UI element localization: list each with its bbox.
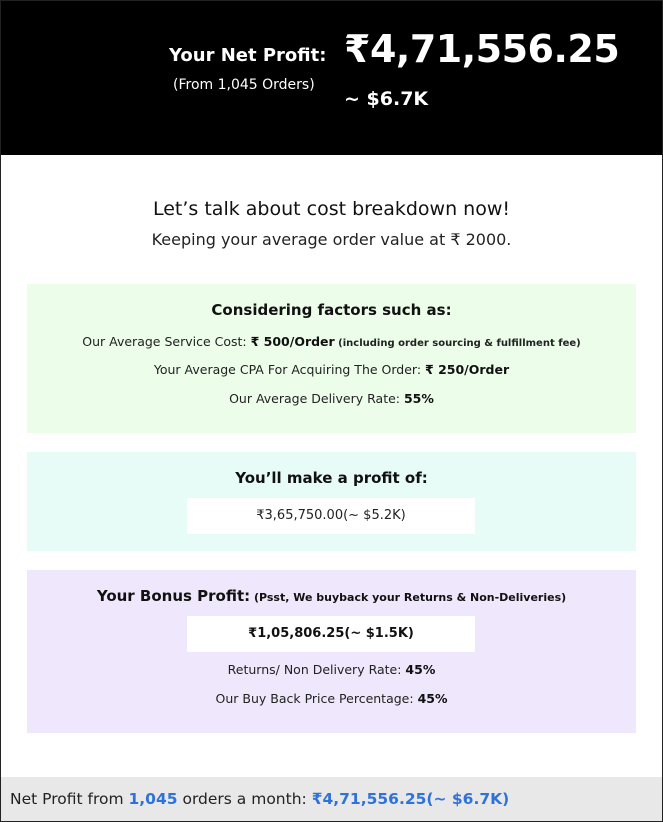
buyback-value: 45% xyxy=(417,691,448,706)
orders-count-note: (From 1,045 Orders) xyxy=(173,77,315,93)
summary-prefix: Net Profit from xyxy=(10,790,129,808)
delivery-rate-value: 55% xyxy=(403,391,434,406)
net-profit-label: Your Net Profit: xyxy=(169,45,327,66)
cpa-label: Your Average CPA For Acquiring The Order: xyxy=(153,362,426,377)
service-cost-line xyxy=(27,334,636,349)
bonus-panel xyxy=(27,570,636,733)
delivery-rate-label: Our Average Delivery Rate: xyxy=(229,391,404,406)
net-profit-usd: ~ $6.7K xyxy=(344,88,429,110)
service-cost-label: Our Average Service Cost: xyxy=(82,334,251,349)
bonus-title: Your Bonus Profit: xyxy=(96,587,251,605)
returns-rate-line xyxy=(27,662,636,677)
delivery-rate-line xyxy=(27,391,636,406)
buyback-line xyxy=(27,691,636,706)
returns-rate-label: Returns/ Non Delivery Rate: xyxy=(227,662,406,677)
profit-panel xyxy=(27,452,636,551)
summary-total: ₹4,71,556.25(~ $6.7K) xyxy=(311,790,510,808)
net-profit-summary-bar xyxy=(1,777,662,821)
service-cost-note: (including order sourcing & fulfillment fee) xyxy=(334,338,581,349)
net-profit-amount: ₹4,71,556.25 xyxy=(344,27,620,71)
factors-title: Considering factors such as: xyxy=(211,301,452,319)
profit-title: You’ll make a profit of: xyxy=(235,469,428,487)
returns-rate-value: 45% xyxy=(405,662,436,677)
section-heading: Let’s talk about cost breakdown now! xyxy=(152,198,511,220)
buyback-label: Our Buy Back Price Percentage: xyxy=(215,691,418,706)
summary-middle: orders a month: xyxy=(177,790,312,808)
bonus-value-box: ₹1,05,806.25(~ $1.5K) xyxy=(187,616,475,652)
profit-value-box: ₹3,65,750.00(~ $5.2K) xyxy=(187,498,475,534)
cpa-value: ₹ 250/Order xyxy=(425,362,510,377)
summary-orders: 1,045 xyxy=(128,790,178,808)
section-subheading: Keeping your average order value at ₹ 2000. xyxy=(151,230,512,249)
cpa-line xyxy=(27,362,636,377)
net-profit-banner xyxy=(1,1,662,155)
service-cost-value: ₹ 500/Order xyxy=(250,334,335,349)
factors-panel xyxy=(27,284,636,433)
bonus-title-line xyxy=(27,587,636,605)
bonus-note: (Psst, We buyback your Returns & Non-Deliveries) xyxy=(250,591,567,604)
